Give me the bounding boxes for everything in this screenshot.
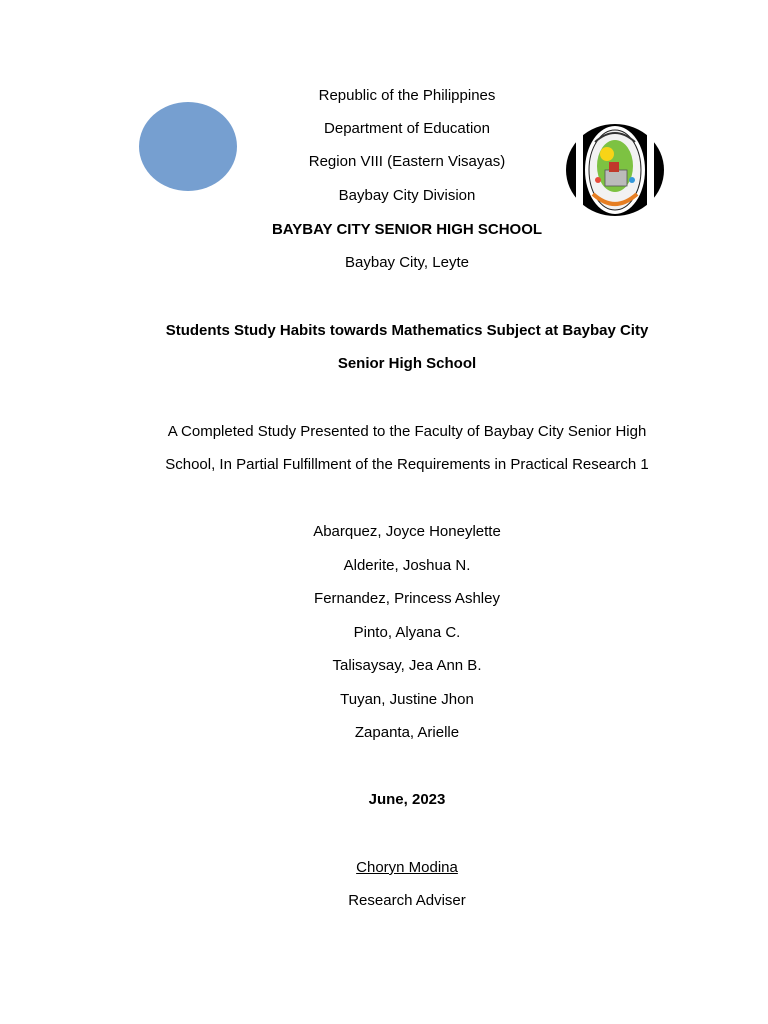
division-line: Baybay City Division: [338, 187, 476, 204]
submission-date: June, 2023: [368, 791, 446, 808]
school-location: Baybay City, Leyte: [345, 254, 469, 271]
region-line: Region VIII (Eastern Visayas): [308, 153, 506, 170]
author-name: Abarquez, Joyce Honeylette: [313, 523, 501, 540]
study-title-line-2: Senior High School: [337, 355, 477, 372]
adviser-role: Research Adviser: [348, 892, 466, 909]
school-name: BAYBAY CITY SENIOR HIGH SCHOOL: [271, 221, 543, 238]
author-name: Alderite, Joshua N.: [343, 557, 471, 574]
presentation-line-2: School, In Partial Fulfillment of the Requirements in Practical Research 1: [165, 456, 649, 473]
author-name: Zapanta, Arielle: [354, 724, 460, 741]
study-title-line-1: Students Study Habits towards Mathematics Subject at Baybay City: [165, 322, 649, 339]
author-name: Fernandez, Princess Ashley: [314, 590, 500, 607]
adviser-name: Choryn Modina: [356, 859, 458, 876]
author-name: Talisaysay, Jea Ann B.: [332, 657, 482, 674]
author-name: Tuyan, Justine Jhon: [340, 691, 474, 708]
presentation-line-1: A Completed Study Presented to the Faculty of Baybay City Senior High: [167, 423, 647, 440]
deped-logo-placeholder: [139, 102, 237, 191]
adviser-name-line: [0, 859, 768, 877]
department-line: Department of Education: [324, 120, 490, 137]
author-name: Pinto, Alyana C.: [353, 624, 461, 641]
republic-line: Republic of the Philippines: [318, 87, 496, 104]
